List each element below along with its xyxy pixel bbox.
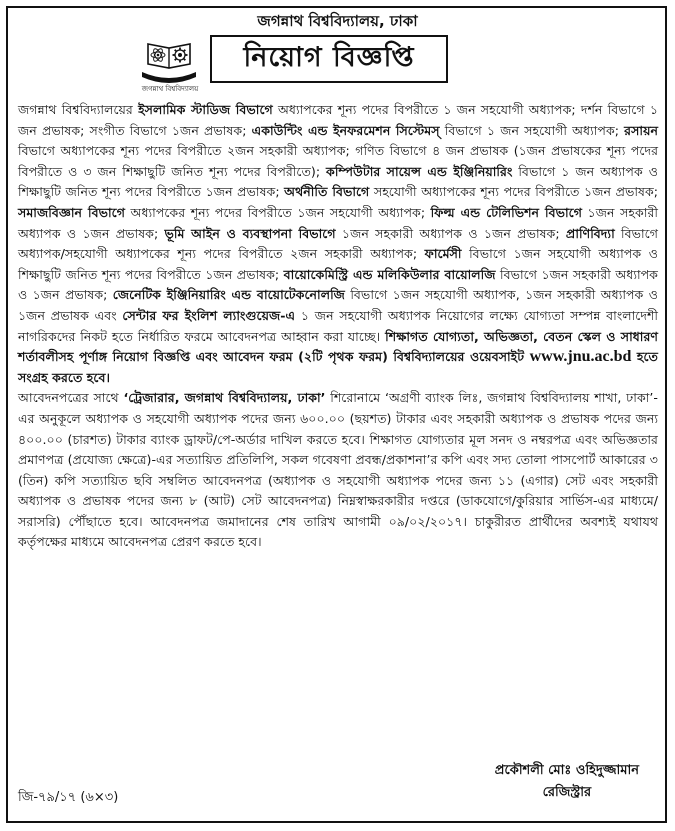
bold-text-run: ফার্মেসী	[424, 246, 462, 262]
text-run: ১জন সহকারী অধ্যাপক ও ১জন প্রভাষক;	[18, 204, 658, 241]
text-run: বিভাগে ১জন সহযোগী অধ্যাপক ও শিক্ষাছুটি জনিত শূন্য পদের বিপরীতে ১জন প্রভাষক;	[18, 246, 658, 282]
bold-text-run: প্রাণিবিদ্যা	[565, 225, 615, 241]
logo-caption: জগন্নাথ বিশ্ববিদ্যালয়	[141, 85, 199, 93]
text-run: ১ জন সহযোগী অধ্যাপক নিয়োগের লক্ষ্যে যোগ্যতা সম্পন্ন বাংলাদেশী নাগরিকদের নিকট হতে নির্ধারিত ফরমে আবেদনপত্র আহ্বান করা যাচ্ছে।	[18, 307, 659, 344]
university-logo	[138, 30, 200, 88]
bold-text-run: অর্থনীতি বিভাগে	[284, 184, 370, 200]
notice-body	[18, 100, 658, 553]
headline-text: নিয়োগ বিজ্ঞপ্তি	[243, 41, 415, 73]
bold-text-run: বায়োকেমিস্ট্রি এন্ড মলিকিউলার বায়োলজি	[283, 266, 496, 282]
text-run: শিরোনামে ‘অগ্রণী ব্যাংক লিঃ, জগন্নাথ বিশ্ববিদ্যালয় শাখা, ঢাকা’- এর অনুকূলে অধ্যাপক ও সহযোগী অধ্যাপক পদের জন্য ৬০০.০০ (ছয়শত) টাকার এবং সহকারী অধ্যাপক ও প্রভাষক পদের জন্য ৪০০.০০ (চারশত) টাকার ব্যাংক ড্রাফট/পে-অর্ডার দাখিল করতে হবে। শিক্ষাগত যোগ্যতার মূল সনদ ও নম্বরপত্র এবং অভিজ্ঞতার প্রমাণপত্র (প্রযোজ্য ক্ষেত্রে)-এর সত্যায়িত প্রতিলিপি, সকল গবেষণা প্রবন্ধ/প্রকাশনা’র কপি এবং সদ্য তোলা পাসপোর্ট আকারের ৩ (তিন) কপি সত্যায়িত ছবি সম্বলিত আবেদনপত্র (অধ্যাপক ও সহযোগী অধ্যাপক পদের জন্য ১১ (এগার) সেট এবং সহকারী অধ্যাপক ও প্রভাষক পদের জন্য ৮ (আট) সেট আবেদনপত্র) নিম্নস্বাক্ষরকারীর দপ্তরে (ডাকযোগে/কুরিয়ার সার্ভিস-এর মাধ্যমে/সরাসরি) পৌঁছাতে হবে। আবেদনপত্র জমাদানের শেষ তারিখ আগামী ০৯/০২/২০১৭। চাকুরীরত প্রার্থীদের অবশ্যই যথাযথ কর্তৃপক্ষের মাধ্যমে আবেদনপত্র প্রেরণ করতে হবে।	[18, 390, 658, 550]
paragraph-application-instructions	[18, 388, 658, 553]
bold-text-run: কম্পিউটার সায়েন্স এন্ড ইঞ্জিনিয়ারিং	[326, 163, 513, 179]
text-run: বিভাগে অধ্যাপক/সহযোগী অধ্যাপকের শূন্য পদের বিপরীতে ২জন সহকারী অধ্যাপক;	[18, 225, 659, 262]
bold-text-run: সেন্টার ফর ইংলিশ ল্যাংগুয়েজ-এ	[122, 307, 296, 323]
text-run: জগন্নাথ বিশ্ববিদ্যালয়ের	[18, 102, 139, 117]
bold-text-run: ভূমি আইন ও ব্যবস্থাপনা বিভাগে	[164, 225, 336, 241]
bold-text-run: ইসলামিক স্টাডিজ বিভাগে	[138, 102, 273, 117]
text-run: সহযোগী অধ্যাপকের শূন্য পদের বিপরীতে ১জন প্রভাষক;	[369, 184, 658, 200]
bold-text-run: একাউন্টিং এন্ড ইনফরমেশন সিস্টেমস্	[251, 122, 440, 138]
bold-text-run: ‘ট্রেজারার, জগন্নাথ বিশ্ববিদ্যালয়, ঢাকা’	[123, 390, 326, 406]
signatory-title: রেজিস্ট্রার	[542, 785, 592, 800]
notice-headline	[210, 35, 448, 83]
text-run: বিভাগে অধ্যাপকের শূন্য পদের বিপরীতে ২জন সহকারী অধ্যাপক; গণিত বিভাগে ৪ জন প্রভাষক (১জন প্রভাষকের শূন্য পদের বিপরীতে ও ৩ জন শিক্ষাছুটি জনিত শূন্য পদের বিপরীতে);	[18, 143, 658, 179]
bold-text-run: হতে সংগ্রহ করতে হবে।	[18, 349, 658, 385]
text-run: আবেদনপত্রের সাথে	[18, 390, 124, 406]
text-run: বিভাগে ১জন সহযোগী অধ্যাপক, ১জন সহকারী অধ্যাপক ও ১জন প্রভাষক এবং	[18, 287, 658, 323]
signature-block	[495, 760, 639, 804]
text-run: অধ্যাপকের শূন্য পদের বিপরীতে ১জন সহযোগী অধ্যাপক;	[124, 204, 431, 220]
signatory-name: প্রকৌশলী মোঃ ওহিদুজ্জামান	[494, 763, 639, 778]
bold-text-run: ফিল্ম এন্ড টেলিভিশন বিভাগে	[430, 204, 582, 220]
memo-reference: জি-৭৯/১৭ (৬×৩)	[18, 790, 119, 805]
paragraph-vacancies	[18, 100, 658, 388]
bold-text-run: সমাজবিজ্ঞান বিভাগে	[18, 204, 125, 220]
bold-text-run: শিক্ষাগত যোগ্যতা, অভিজ্ঞতা, বেতন স্কেল ও সাধারণ শর্তাবলীসহ পূর্ণাঙ্গ নিয়োগ বিজ্ঞপ্তি এবং আবেদন ফরম (২টি পৃথক ফরম) বিশ্ববিদ্যালয়ের ওয়েবসাইট	[18, 328, 658, 365]
university-name: জগন্নাথ বিশ্ববিদ্যালয়, ঢাকা	[257, 12, 418, 30]
text-run: অধ্যাপকের শূন্য পদের বিপরীতে ১ জন সহযোগী অধ্যাপক; দর্শন বিভাগে ১ জন প্রভাষক; সংগীত বিভাগে ১জন প্রভাষক;	[18, 102, 658, 138]
bold-text-run: জেনেটিক ইঞ্জিনিয়ারিং এন্ড বায়োটেকনোলজি	[112, 287, 345, 303]
bold-text-run: রসায়ন	[624, 122, 659, 138]
text-run: বিভাগে ১ জন সহযোগী অধ্যাপক;	[439, 122, 625, 138]
text-run: বিভাগে ১ জন অধ্যাপক ও শিক্ষাছুটি জনিত শূন্য পদের বিপরীতে ১জন প্রভাষক;	[18, 163, 658, 200]
text-run: বিভাগে ১জন সহকারী অধ্যাপক ও ১জন প্রভাষক;	[18, 266, 658, 303]
website-link[interactable]: www.jnu.ac.bd	[529, 348, 632, 366]
text-run: ১জন সহকারী অধ্যাপক ও ১জন প্রভাষক;	[335, 225, 566, 241]
